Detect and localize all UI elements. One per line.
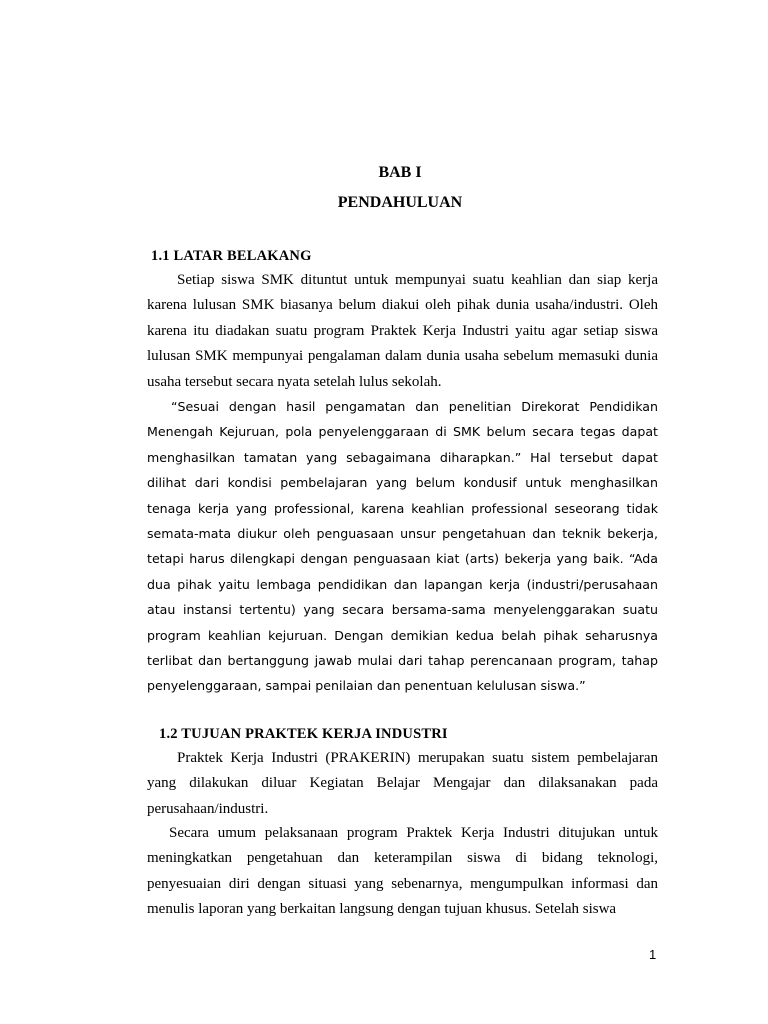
page-number: 1 — [649, 947, 657, 962]
paragraph-latar-belakang-2: “Sesuai dengan hasil pengamatan dan penelitian Direkorat Pendidikan Menengah Kejuruan, pola penyelenggaraan di SMK belum secara tegas dapat menghasilkan tamatan yang sebagaimana diharapkan.” Hal tersebut dapat dilihat dari kondisi pembelajaran yang belum kondusif untuk menghasilkan tenaga kerja yang professional, karena keahlian professional seseorang tidak semata-mata diukur oleh penguasaan unsur pengetahuan dan teknik bekerja, tetapi harus dilengkapi dengan penguasaan kiat (arts) bekerja yang baik. “Ada dua pihak yaitu lembaga pendidikan dan lapangan kerja (industri/perusahaan atau instansi tertentu) yang secara bersama-sama menyelenggarakan suatu program keahlian kejuruan. Dengan demikian kedua belah pihak seharusnya terlibat dan bertanggung jawab mulai dari tahap perencanaan program, tahap penyelenggaraan, sampai penilaian dan penentuan kelulusan siswa.” — [147, 399, 658, 694]
chapter-number: BAB I — [378, 164, 422, 181]
paragraph-latar-belakang-1: Setiap siswa SMK dituntut untuk mempunyai suatu keahlian dan siap kerja karena lulusan SMK biasanya belum diakui oleh pihak dunia usaha/industri. Oleh karena itu diadakan suatu program Praktek Kerja Industri yaitu agar setiap siswa lulusan SMK mempunyai pengalaman dalam dunia usaha sebelum memasuki dunia usaha tersebut secara nyata setelah lulus sekolah. — [147, 272, 658, 390]
section-heading-latar-belakang: 1.1 LATAR BELAKANG — [151, 248, 312, 264]
chapter-title: PENDAHULUAN — [337, 194, 463, 211]
paragraph-tujuan-1: Praktek Kerja Industri (PRAKERIN) merupakan suatu sistem pembelajaran yang dilakukan diluar Kegiatan Belajar Mengajar dan dilaksanakan pada perusahaan/industri. — [147, 750, 658, 817]
section-heading-tujuan: 1.2 TUJUAN PRAKTEK KERJA INDUSTRI — [159, 726, 448, 742]
paragraph-tujuan-2: Secara umum pelaksanaan program Praktek Kerja Industri ditujukan untuk meningkatkan pengetahuan dan keterampilan siswa di bidang teknologi, penyesuaian diri dengan situasi yang sebenarnya, mengumpulkan informasi dan menulis laporan yang berkaitan langsung dengan tujuan khusus. Setelah siswa — [147, 825, 658, 918]
